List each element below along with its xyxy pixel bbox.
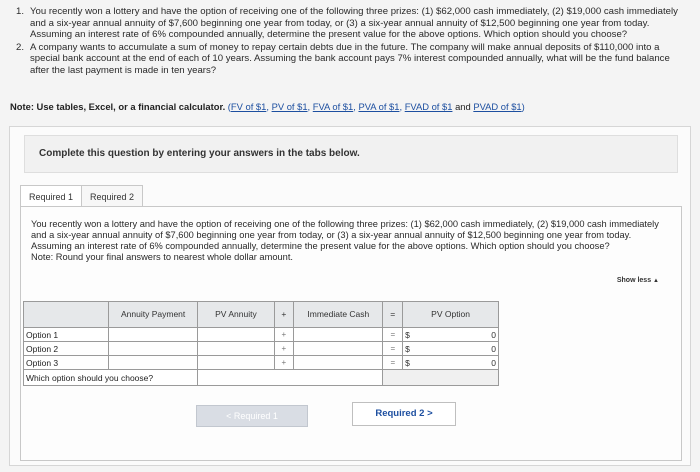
link-fva-of-1[interactable]: FVA of $1: [312, 101, 354, 112]
chevron-left-icon: <: [226, 411, 232, 421]
problem-text: A company wants to accumulate a sum of money to repay certain debts due in the future. The company will make annual deposits of $110,000 into a special bank account at the end of each of 10 years. Assuming the bank account pays 7% interest compounded annually, what will be the fund balance after the last payment is made in ten years?: [30, 41, 670, 76]
option-1-pv-annuity-input[interactable]: [198, 328, 274, 342]
question-text: You recently won a lottery and have the option of receiving one of the following three prizes: (1) $62,000 cash immediately, (2) $19,000 cash immediately and a six-year annual annuity of $7,600 beginning one year from today, or (3) a six-year annual annuity of $12,500 beginning one year from today. Assuming an interest rate of 6% compounded annually, determine the present value for the above options. Which option should you choose?: [31, 219, 659, 251]
chevron-right-icon: >: [427, 408, 433, 419]
option-3-pv-option: [403, 356, 499, 370]
option-3-annuity-payment-input[interactable]: [108, 356, 197, 370]
dollar-sign: $: [405, 329, 410, 340]
problem-text: You recently won a lottery and have the option of receiving one of the following three prizes: (1) $62,000 cash immediately, (2) $19,000 cash immediately and a six-year annual annuity of $7,600 beginning one year from today, or (3) a six-year annual annuity of $12,500 beginning one year from today. Assuming an interest rate of 6% compounded annually, determine the present value for the above options. Which option should you choose?: [30, 6, 678, 41]
table-row-option-2: [24, 342, 499, 356]
show-less-label: Show less: [616, 277, 652, 284]
header-pv-annuity: PV Annuity: [198, 302, 274, 328]
problem-list: [16, 6, 692, 78]
plus-sign: +: [274, 342, 294, 356]
header-immediate-cash: Immediate Cash: [294, 302, 383, 328]
choice-label: Which option should you choose?: [24, 370, 198, 386]
pv-answer-table: [23, 301, 499, 386]
table-header-row: [24, 302, 499, 328]
option-1-pv-option: [403, 328, 499, 342]
row-label: Option 3: [24, 356, 109, 370]
plus-sign: +: [274, 328, 294, 342]
dollar-sign: $: [405, 357, 410, 368]
choice-filler: [383, 370, 499, 386]
option-2-immediate-cash-input[interactable]: [294, 342, 383, 356]
header-pv-option: PV Option: [403, 302, 499, 328]
header-plus: +: [274, 302, 294, 328]
tab-required-1[interactable]: Required 1: [20, 185, 82, 207]
link-pva-of-1[interactable]: PVA of $1: [358, 101, 400, 112]
next-button-label: Required 2: [375, 408, 425, 419]
option-2-pv-option: [403, 342, 499, 356]
option-1-annuity-payment-input[interactable]: [108, 328, 197, 342]
link-pv-of-1[interactable]: PV of $1: [271, 101, 308, 112]
problem-2: [16, 42, 692, 77]
tab-panel-required-1: [20, 206, 682, 461]
pv-option-value: 0: [491, 343, 496, 354]
table-row-option-3: [24, 356, 499, 370]
round-note: Note: Round your final answers to nearest whole dollar amount.: [31, 252, 294, 262]
link-pvad-of-1[interactable]: PVAD of $1: [473, 101, 522, 112]
option-2-pv-annuity-input[interactable]: [198, 342, 274, 356]
option-2-annuity-payment-input[interactable]: [108, 342, 197, 356]
option-3-pv-annuity-input[interactable]: [198, 356, 274, 370]
note-close-paren: ): [521, 101, 525, 112]
link-fvad-of-1[interactable]: FVAD of $1: [404, 101, 453, 112]
header-annuity-payment: Annuity Payment: [108, 302, 197, 328]
next-required-2-button[interactable]: [352, 402, 456, 426]
link-fv-of-1[interactable]: FV of $1: [230, 101, 267, 112]
note-open-paren: (: [227, 101, 231, 112]
table-row-choice: [24, 370, 499, 386]
equals-sign: =: [383, 328, 403, 342]
question-card: [9, 126, 691, 466]
problem-number: 2.: [16, 41, 25, 53]
row-label: Option 1: [24, 328, 109, 342]
option-1-immediate-cash-input[interactable]: [294, 328, 383, 342]
option-3-immediate-cash-input[interactable]: [294, 356, 383, 370]
pv-option-value: 0: [491, 357, 496, 368]
plus-sign: +: [274, 356, 294, 370]
equals-sign: =: [383, 356, 403, 370]
note-prefix: Note: Use tables, Excel, or a financial calculator.: [10, 101, 226, 112]
tab-bar: [20, 185, 143, 207]
tab-required-2[interactable]: Required 2: [82, 185, 143, 207]
header-equals: =: [383, 302, 403, 328]
question-text-block: [31, 219, 661, 263]
problem-number: 1.: [16, 6, 25, 17]
equals-sign: =: [383, 342, 403, 356]
caret-up-icon: ▲: [653, 278, 659, 284]
option-choice-input[interactable]: [198, 370, 383, 386]
header-blank: [24, 302, 109, 328]
dollar-sign: $: [405, 343, 410, 354]
prev-button-label: Required 1: [233, 411, 278, 421]
problem-1: [16, 6, 692, 41]
tables-note: Note: Use tables, Excel, or a financial calculator. (FV of $1, PV of $1, FVA of $1, PVA of $1, FVAD of $1 and PVAD of $1): [10, 101, 525, 112]
note-and: and: [455, 101, 471, 112]
pv-option-value: 0: [491, 329, 496, 340]
row-label: Option 2: [24, 342, 109, 356]
show-less-toggle[interactable]: [617, 277, 659, 284]
prev-required-1-button[interactable]: [196, 405, 308, 427]
instruction-banner: Complete this question by entering your answers in the tabs below.: [24, 135, 678, 173]
table-row-option-1: [24, 328, 499, 342]
